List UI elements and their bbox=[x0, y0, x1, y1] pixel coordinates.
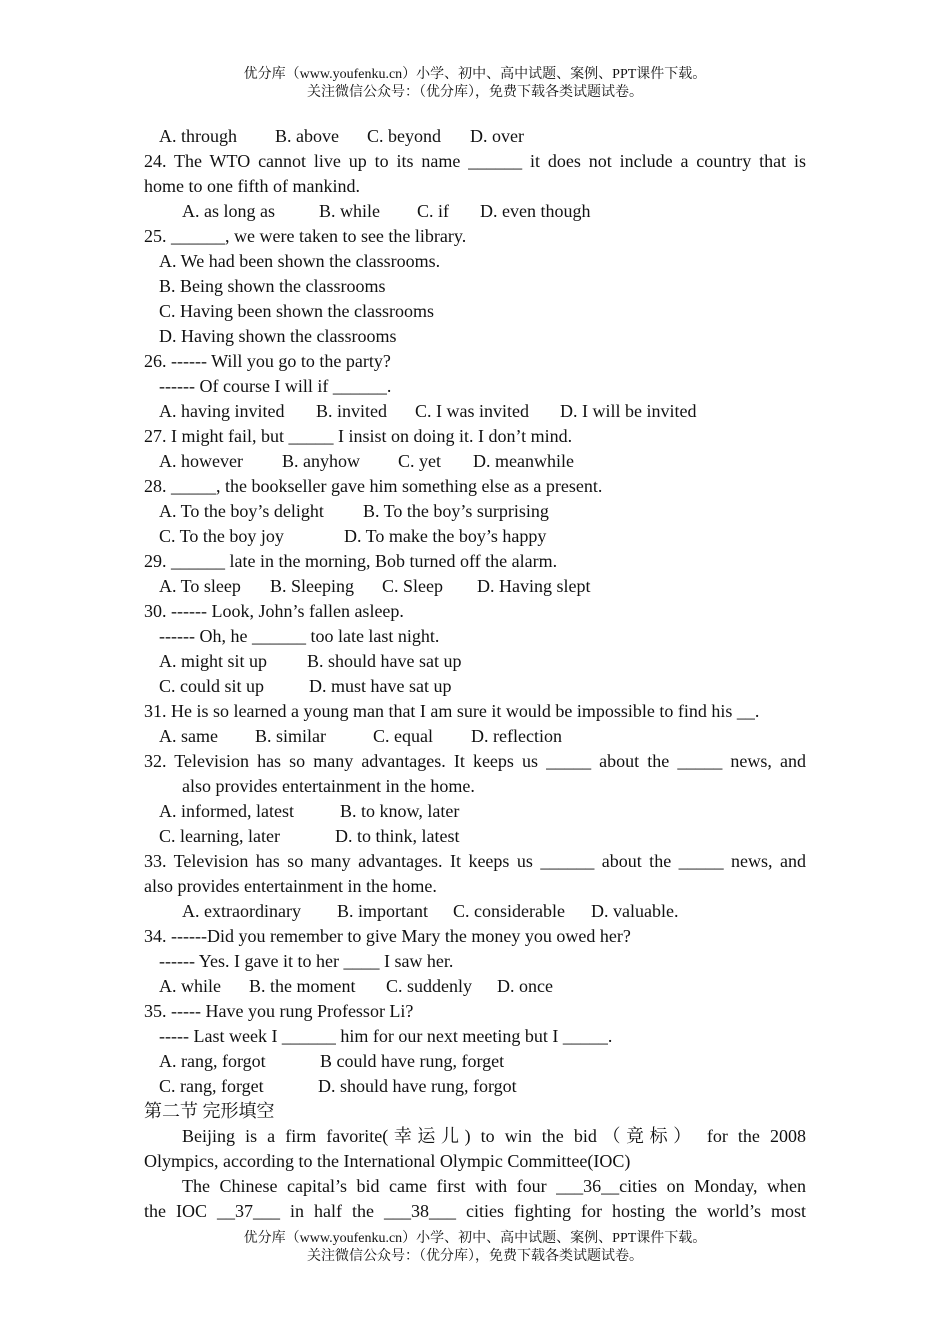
q23-options bbox=[144, 124, 806, 149]
q35-option-d: D. should have rung, forgot bbox=[318, 1076, 517, 1096]
q23-option-d: D. over bbox=[470, 126, 524, 146]
q35-stem-line-1: 35. ----- Have you rung Professor Li? bbox=[144, 1001, 414, 1021]
q25-stem: 25. ______, we were taken to see the library. bbox=[144, 226, 467, 246]
q35-option-a: A. rang, forgot bbox=[159, 1051, 266, 1071]
q29-option-a: A. To sleep bbox=[159, 576, 241, 596]
q29-options bbox=[144, 574, 806, 599]
q23-option-b: B. above bbox=[275, 126, 339, 146]
q28-options-row-2 bbox=[144, 524, 806, 549]
q30-options-row-1 bbox=[144, 649, 806, 674]
page-header bbox=[0, 66, 950, 102]
q26-option-b: B. invited bbox=[316, 401, 387, 421]
q29-option-b: B. Sleeping bbox=[270, 576, 354, 596]
q34-option-b: B. the moment bbox=[249, 976, 356, 996]
q24-stem-line-1: 24. The WTO cannot live up to its name ______ it does not include a country that is bbox=[144, 151, 806, 171]
q31-option-a: A. same bbox=[159, 726, 218, 746]
q28-option-b: B. To the boy’s surprising bbox=[363, 501, 549, 521]
q24-option-b: B. while bbox=[319, 201, 380, 221]
q30-options-row-2 bbox=[144, 674, 806, 699]
q31-option-d: D. reflection bbox=[471, 726, 562, 746]
q26-stem-line-2: ------ Of course I will if ______. bbox=[159, 376, 392, 396]
q25-option-d: D. Having shown the classrooms bbox=[159, 326, 397, 346]
q25-option-c: C. Having been shown the classrooms bbox=[159, 301, 434, 321]
q28-option-a: A. To the boy’s delight bbox=[159, 501, 324, 521]
header-line-2: 关注微信公众号：（优分库），免费下载各类试题试卷。 bbox=[307, 85, 643, 100]
q28-options-row-1 bbox=[144, 499, 806, 524]
q23-option-c: C. beyond bbox=[367, 126, 441, 146]
q30-option-b: B. should have sat up bbox=[307, 651, 462, 671]
q35-option-c: C. rang, forget bbox=[159, 1076, 264, 1096]
q28-option-d: D. To make the boy’s happy bbox=[344, 526, 547, 546]
q32-options-row-2 bbox=[144, 824, 806, 849]
q32-option-a: A. informed, latest bbox=[159, 801, 294, 821]
q30-stem-line-2: ------ Oh, he ______ too late last night. bbox=[159, 626, 440, 646]
q31-options bbox=[144, 724, 806, 749]
q30-stem-line-1: 30. ------ Look, John’s fallen asleep. bbox=[144, 601, 404, 621]
footer-line-1: 优分库（www.youfenku.cn）小学、初中、高中试题、案例、PPT课件下载。 bbox=[243, 1231, 707, 1246]
q25-option-a: A. We had been shown the classrooms. bbox=[159, 251, 441, 271]
q30-option-a: A. might sit up bbox=[159, 651, 268, 671]
q31-option-b: B. similar bbox=[255, 726, 326, 746]
q29-option-c: C. Sleep bbox=[382, 576, 443, 596]
q34-option-d: D. once bbox=[497, 976, 553, 996]
q33-option-c: C. considerable bbox=[453, 901, 565, 921]
cloze-paragraph-1-line-1: Beijing is a firm favorite(幸运儿) to win the bid（竟标） for the 2008 bbox=[182, 1126, 806, 1146]
q33-option-b: B. important bbox=[337, 901, 428, 921]
q32-option-c: C. learning, later bbox=[159, 826, 280, 846]
q27-option-c: C. yet bbox=[398, 451, 441, 471]
q32-option-d: D. to think, latest bbox=[335, 826, 460, 846]
q35-option-b: B could have rung, forget bbox=[320, 1051, 505, 1071]
q33-stem-line-2: also provides entertainment in the home. bbox=[144, 876, 437, 896]
q24-stem-line-2: home to one fifth of mankind. bbox=[144, 176, 360, 196]
q26-option-a: A. having invited bbox=[159, 401, 285, 421]
q25-option-b: B. Being shown the classrooms bbox=[159, 276, 386, 296]
q32-stem-line-2: also provides entertainment in the home. bbox=[182, 776, 475, 796]
q31-stem: 31. He is so learned a young man that I am sure it would be impossible to find his __. bbox=[144, 701, 760, 721]
cloze-paragraph-2-line-2: the IOC __37___ in half the ___38___ cities fighting for hosting the world’s most bbox=[144, 1201, 806, 1221]
q23-option-a: A. through bbox=[159, 126, 237, 146]
q34-options bbox=[144, 974, 806, 999]
q28-stem: 28. _____, the bookseller gave him something else as a present. bbox=[144, 476, 603, 496]
q33-options bbox=[144, 899, 806, 924]
q27-options bbox=[144, 449, 806, 474]
q27-option-b: B. anyhow bbox=[282, 451, 360, 471]
footer-line-2: 关注微信公众号：（优分库），免费下载各类试题试卷。 bbox=[307, 1249, 643, 1264]
page-footer bbox=[0, 1230, 950, 1266]
q26-options bbox=[144, 399, 806, 424]
q32-option-b: B. to know, later bbox=[340, 801, 460, 821]
section-2-title: 第二节 完形填空 bbox=[144, 1101, 275, 1121]
exam-content bbox=[144, 124, 806, 1224]
q30-option-c: C. could sit up bbox=[159, 676, 265, 696]
q33-stem-line-1: 33. Television has so many advantages. It keeps us ______ about the _____ news, and bbox=[144, 851, 806, 871]
q26-option-c: C. I was invited bbox=[415, 401, 529, 421]
q35-options-row-2 bbox=[144, 1074, 806, 1099]
q26-option-d: D. I will be invited bbox=[560, 401, 697, 421]
q27-option-a: A. however bbox=[159, 451, 243, 471]
q24-option-c: C. if bbox=[417, 201, 450, 221]
q34-stem-line-2: ------ Yes. I gave it to her ____ I saw her. bbox=[159, 951, 454, 971]
q26-stem-line-1: 26. ------ Will you go to the party? bbox=[144, 351, 391, 371]
header-line-1: 优分库（www.youfenku.cn）小学、初中、高中试题、案例、PPT课件下载。 bbox=[243, 67, 707, 82]
cloze-paragraph-1-line-2: Olympics, according to the International Olympic Committee(IOC) bbox=[144, 1151, 631, 1171]
q28-option-c: C. To the boy joy bbox=[159, 526, 284, 546]
q33-option-a: A. extraordinary bbox=[182, 901, 301, 921]
q35-options-row-1 bbox=[144, 1049, 806, 1074]
q34-stem-line-1: 34. ------Did you remember to give Mary the money you owed her? bbox=[144, 926, 631, 946]
q32-stem-line-1: 32. Television has so many advantages. It keeps us _____ about the _____ news, and bbox=[144, 751, 806, 771]
q29-option-d: D. Having slept bbox=[477, 576, 591, 596]
q31-option-c: C. equal bbox=[373, 726, 433, 746]
q29-stem: 29. ______ late in the morning, Bob turned off the alarm. bbox=[144, 551, 558, 571]
q27-option-d: D. meanwhile bbox=[473, 451, 574, 471]
q24-option-d: D. even though bbox=[480, 201, 591, 221]
cloze-paragraph-2-line-1: The Chinese capital’s bid came first with four ___36__cities on Monday, when bbox=[182, 1176, 806, 1196]
q24-option-a: A. as long as bbox=[182, 201, 275, 221]
q30-option-d: D. must have sat up bbox=[309, 676, 452, 696]
q32-options-row-1 bbox=[144, 799, 806, 824]
q33-option-d: D. valuable. bbox=[591, 901, 679, 921]
q24-options bbox=[144, 199, 806, 224]
q34-option-c: C. suddenly bbox=[386, 976, 473, 996]
q35-stem-line-2: ----- Last week I ______ him for our next meeting but I _____. bbox=[159, 1026, 613, 1046]
q27-stem: 27. I might fail, but _____ I insist on doing it. I don’t mind. bbox=[144, 426, 573, 446]
q34-option-a: A. while bbox=[159, 976, 221, 996]
